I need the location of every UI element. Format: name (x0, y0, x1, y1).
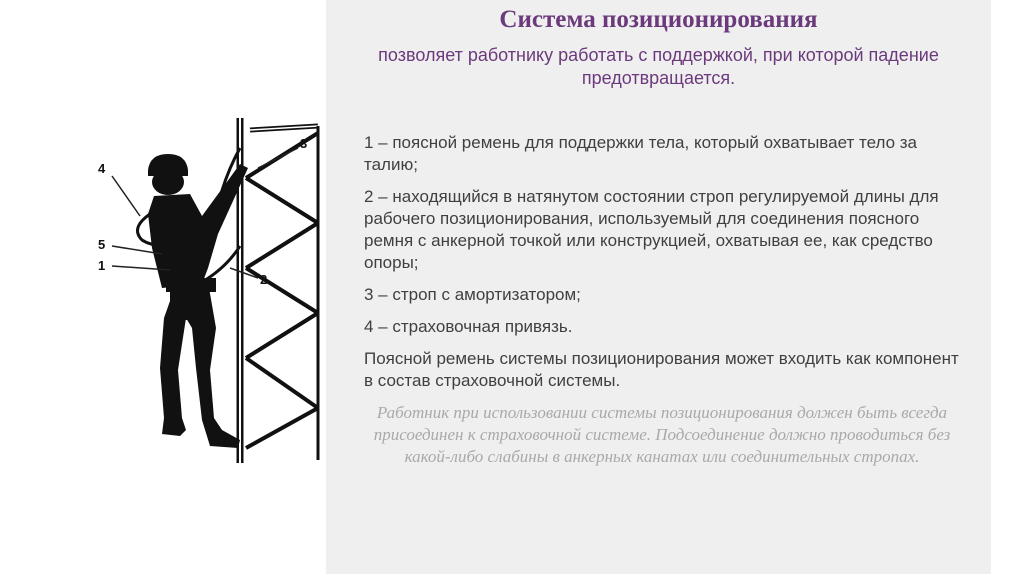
item-positioning-lanyard: 2 – находящийся в натянутом состоянии строп регулируемой длины для рабочего позиционирования, используемый для соединения поясного ремня с анкерной точкой или конструкцией, охватывая ее, как средство опоры; (364, 187, 939, 272)
label-4: 4 (98, 161, 106, 176)
item-belt: 1 – поясной ремень для поддержки тела, который охватывает тело за талию; (364, 133, 917, 174)
pole-structure (240, 118, 318, 463)
slide-title: Система позиционирования (499, 6, 818, 33)
worker-silhouette (148, 154, 248, 448)
definition-list (364, 132, 964, 402)
worker-positioning-illustration (90, 118, 326, 468)
item-shock-absorber-lanyard: 3 – строп с амортизатором; (364, 285, 581, 304)
text-panel (326, 0, 991, 574)
label-5: 5 (98, 237, 106, 252)
label-2: 2 (260, 272, 268, 287)
label-1: 1 (98, 258, 106, 273)
label-3: 3 (300, 136, 308, 151)
item-belt-component: Поясной ремень системы позиционирования может входить как компонент в состав страховочной системы. (364, 349, 959, 390)
item-harness: 4 – страховочная привязь. (364, 317, 573, 336)
slide-subtitle: позволяет работнику работать с поддержкой, при которой падение предотвращается. (378, 45, 939, 88)
safety-note: Работник при использовании системы позиционирования должен быть всегда присоединен к страховочной системе. Подсоединение должно проводиться без какой-либо слабины в анкерных канатах или соединительных стропах. (373, 403, 951, 466)
